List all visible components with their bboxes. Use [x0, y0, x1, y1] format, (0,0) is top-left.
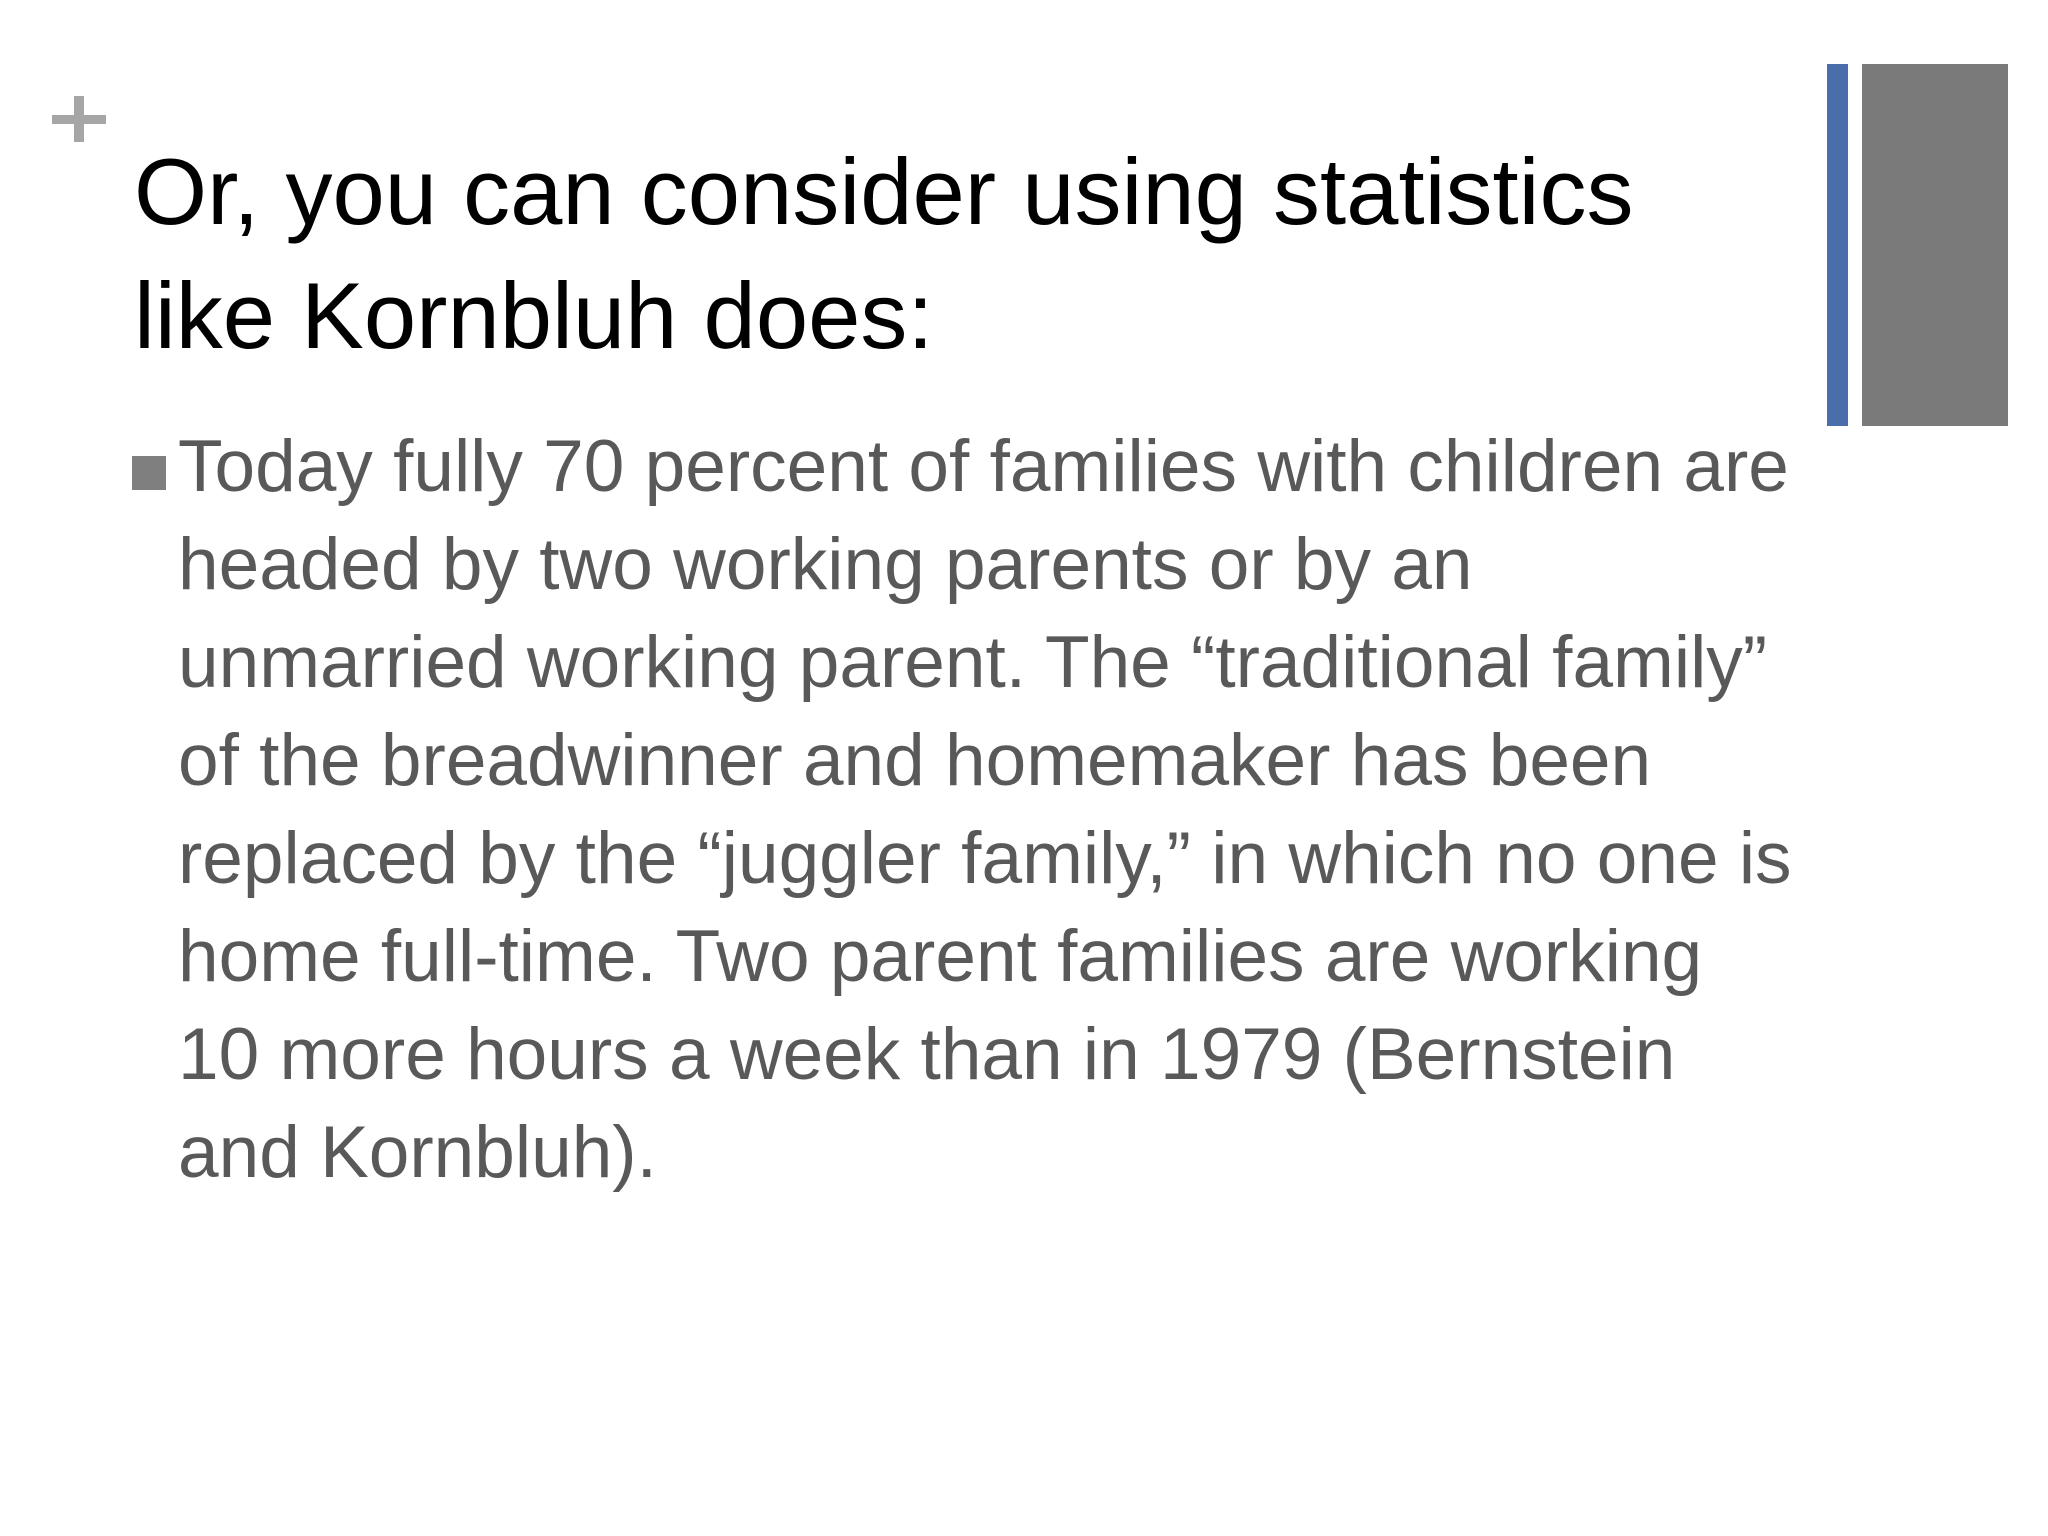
accent-bar-blue: [1827, 64, 1848, 426]
bullet-text-line-5: replaced by the “juggler family,” in which no one is: [178, 818, 1792, 899]
bullet-text-line-3: unmarried working parent. The “traditional family”: [178, 622, 1768, 703]
plus-icon: [52, 96, 106, 142]
bullet-text-line-1: Today fully 70 percent of families with children are: [178, 426, 1789, 507]
square-bullet-icon: [132, 456, 166, 490]
bullet-text: [178, 418, 1988, 1202]
slide-title: [134, 130, 1814, 378]
slide-title-line-1: Or, you can consider using statistics: [134, 139, 1634, 244]
bullet-text-line-6: home full-time. Two parent families are working: [178, 916, 1703, 997]
bullet-text-line-2: headed by two working parents or by an: [178, 524, 1473, 605]
bullet-text-line-7: 10 more hours a week than in 1979 (Bernstein: [178, 1014, 1676, 1095]
bullet-text-line-4: of the breadwinner and homemaker has been: [178, 720, 1652, 801]
accent-block-gray: [1862, 64, 2008, 426]
plus-icon-vertical-bar: [74, 96, 84, 142]
bullet-text-line-8: and Kornbluh).: [178, 1112, 657, 1193]
slide-title-line-2: like Kornbluh does:: [134, 263, 934, 368]
